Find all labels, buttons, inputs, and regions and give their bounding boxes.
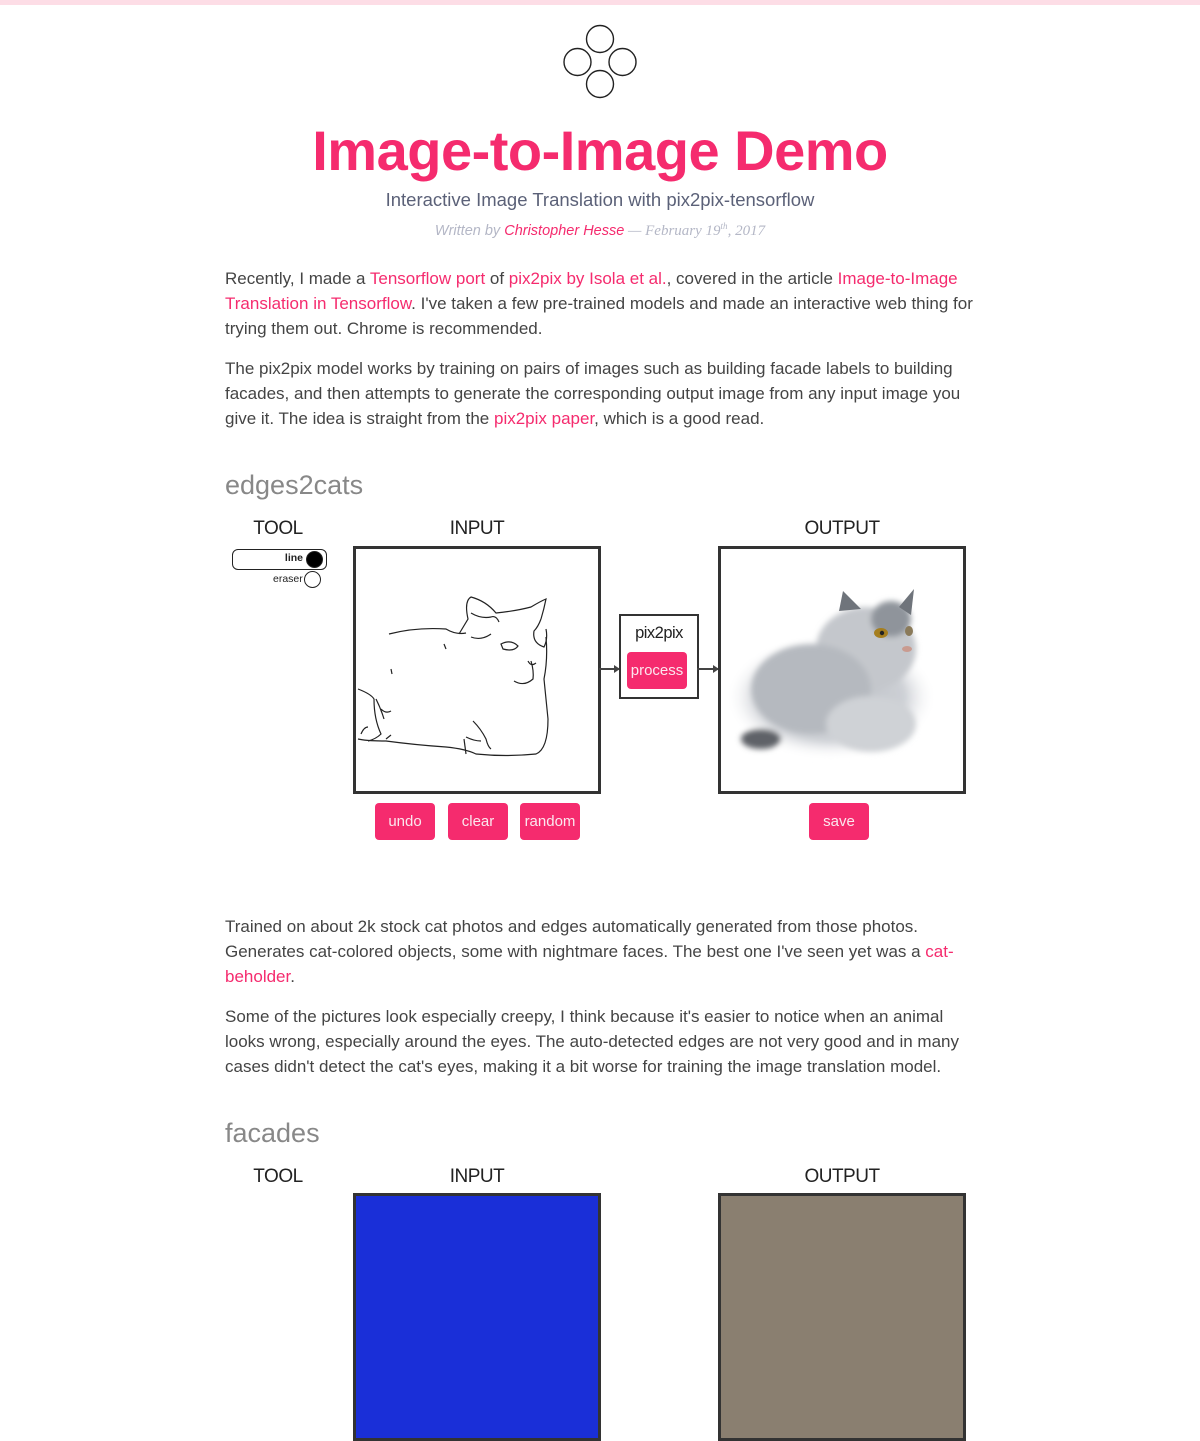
section-heading-facades: facades: [225, 1118, 320, 1148]
top-accent-bar: [0, 0, 1200, 5]
tool-column-label: TOOL: [253, 518, 303, 539]
pix2pix-model-box: [619, 614, 699, 699]
author-link[interactable]: Christopher Hesse: [504, 223, 625, 239]
arrow-input-to-model-icon: [599, 668, 619, 670]
tool-eraser-label[interactable]: eraser: [273, 573, 303, 585]
pix2pix-isola-link[interactable]: pix2pix by Isola et al.: [508, 269, 667, 288]
byline-date: — February 19th, 2017: [624, 221, 766, 239]
tool-column-label: TOOL: [253, 1166, 303, 1187]
input-column-label: INPUT: [449, 518, 505, 539]
tensorflow-port-link[interactable]: Tensorflow port: [369, 269, 486, 288]
intro-section: [225, 266, 975, 431]
tool-option-line[interactable]: [232, 549, 327, 570]
intro-paragraph-2: The pix2pix model works by training on pairs of images such as building facade labels to building facades, and then attempts to generate the corresponding output image from any input image you give it. The idea is straight from the pix2pix paper, which is a good read.: [225, 359, 961, 428]
radio-selected-icon: [306, 551, 323, 568]
save-button[interactable]: save: [809, 803, 869, 840]
cat-edge-sketch: [356, 549, 598, 791]
four-circles-logo-icon: [560, 22, 640, 102]
process-button[interactable]: process: [627, 652, 687, 689]
output-column-label: OUTPUT: [804, 518, 880, 539]
edges2cats-description: [225, 914, 975, 1079]
cat-beholder-link[interactable]: cat-beholder: [225, 942, 954, 986]
description-paragraph-2: Some of the pictures look especially creepy, I think because it's easier to notice when an animal looks wrong, especially around the eyes. The auto-detected edges are not very good and in many cases didn't detect the cat's eyes, making it a bit worse for training the image translation model.: [225, 1007, 959, 1076]
page-subtitle: Interactive Image Translation with pix2pix-tensorflow: [385, 189, 815, 210]
description-paragraph-1: Trained on about 2k stock cat photos and edges automatically generated from those photos. Generates cat-colored objects, some with nightmare faces. The best one I've seen yet was a cat-beholder.: [225, 917, 954, 986]
intro-paragraph-1: Recently, I made a Tensorflow port of pix2pix by Isola et al., covered in the article Image-to-Image Translation in Tensorflow. I've taken a few pre-trained models and made an interactive web thing for trying them out. Chrome is recommended.: [225, 269, 973, 338]
byline-written-by: Written by: [434, 223, 501, 239]
output-image: [718, 546, 966, 794]
facades-output-image: [718, 1193, 966, 1441]
tool-line-label: line: [284, 552, 303, 564]
facades-input-canvas[interactable]: [353, 1193, 601, 1441]
byline: [0, 221, 1200, 240]
input-drawing-canvas[interactable]: [353, 546, 601, 794]
generated-cat-image: [721, 549, 963, 791]
input-column-label: INPUT: [449, 1166, 505, 1187]
radio-unselected-icon[interactable]: [304, 571, 321, 588]
pix2pix-paper-link[interactable]: pix2pix paper: [493, 409, 595, 428]
section-heading-edges2cats: edges2cats: [225, 470, 364, 500]
undo-button[interactable]: undo: [375, 803, 435, 840]
model-label: pix2pix: [635, 624, 683, 642]
random-button[interactable]: random: [520, 803, 580, 840]
output-column-label: OUTPUT: [804, 1166, 880, 1187]
arrow-model-to-output-icon: [697, 668, 718, 670]
clear-button[interactable]: clear: [448, 803, 508, 840]
page-title: Image-to-Image Demo: [312, 119, 888, 182]
article-link[interactable]: Image-to-Image Translation in Tensorflow: [225, 269, 958, 313]
